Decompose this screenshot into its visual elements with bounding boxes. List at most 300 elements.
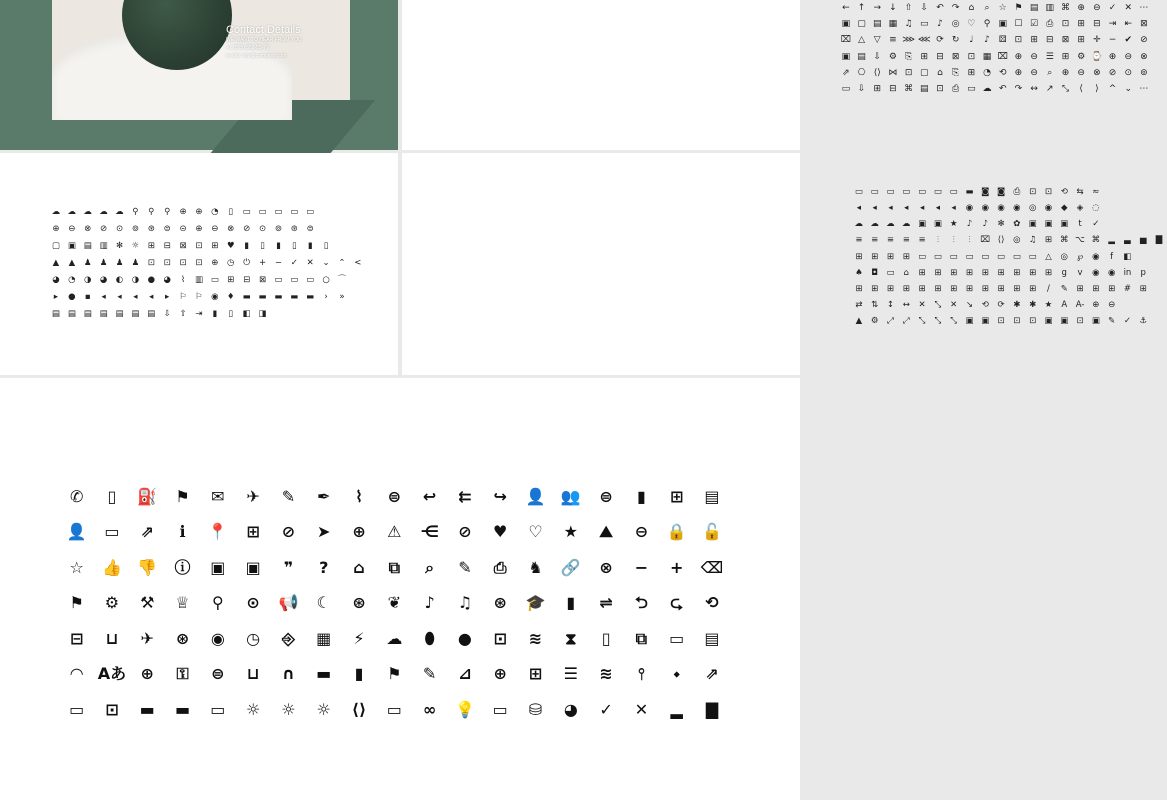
social-icon: ▭ bbox=[918, 186, 927, 197]
mixed-icon: ▯ bbox=[228, 309, 234, 320]
outline-icon: ⊖ bbox=[1077, 67, 1085, 78]
social-icon: ⌧ bbox=[980, 235, 991, 246]
social-icon: ⫶ bbox=[968, 235, 971, 246]
social-icon: ⟲ bbox=[981, 300, 989, 311]
social-icon: / bbox=[1047, 283, 1050, 294]
outline-icon: ↻ bbox=[951, 35, 960, 46]
outline-icon-grid bbox=[838, 0, 1152, 98]
outline-icon: ⎙ bbox=[952, 84, 960, 95]
mixed-icon: ◨ bbox=[258, 309, 267, 320]
mixed-icon: ▤ bbox=[115, 309, 124, 320]
social-icon: ⊡ bbox=[1029, 316, 1037, 327]
solid-icon: ⧉ bbox=[388, 557, 401, 577]
social-icon bbox=[1151, 249, 1167, 265]
social-icon: ◉ bbox=[1013, 203, 1021, 214]
social-icon: △ bbox=[1045, 251, 1052, 262]
solid-icon: ▣ bbox=[245, 557, 261, 577]
mixed-icon: ⚐ bbox=[195, 292, 203, 303]
solid-icon: ▬ bbox=[174, 699, 191, 719]
outline-icon: ☆ bbox=[998, 2, 1007, 13]
mixed-icon: ▭ bbox=[290, 207, 299, 218]
social-icon bbox=[1135, 184, 1151, 200]
outline-icon: ◎ bbox=[951, 18, 960, 29]
mixed-icon: ◔ bbox=[68, 275, 76, 286]
solid-icon: ⎆ bbox=[282, 628, 295, 648]
social-icon: ♫ bbox=[1028, 235, 1037, 246]
solid-icon: ▤ bbox=[704, 486, 720, 506]
solid-icon: ◠ bbox=[70, 664, 83, 684]
solid-icon: 🔒 bbox=[666, 522, 687, 542]
solid-icon: ⚿ bbox=[176, 664, 189, 684]
solid-icon: ♥ bbox=[493, 522, 508, 542]
social-icon bbox=[1151, 216, 1167, 232]
social-icon: ▣ bbox=[918, 219, 927, 230]
mixed-icon: ◑ bbox=[84, 275, 92, 286]
mixed-icon: ◂ bbox=[149, 292, 154, 303]
mixed-icon: ⊟ bbox=[163, 241, 171, 252]
outline-icon: ▤ bbox=[920, 84, 929, 95]
social-icon: ✓ bbox=[1123, 316, 1131, 327]
solid-icon: ⊜ bbox=[211, 664, 225, 684]
solid-icon: ▯ bbox=[601, 628, 611, 648]
social-icon: ◂ bbox=[919, 203, 925, 214]
social-icon: ⌘ bbox=[1091, 235, 1101, 246]
social-icon: ◉ bbox=[1092, 251, 1100, 262]
social-icon: ⊡ bbox=[1013, 316, 1021, 327]
outline-icon: ▣ bbox=[998, 18, 1007, 29]
mixed-icon: ⊕ bbox=[195, 207, 203, 218]
mixed-icon bbox=[334, 238, 350, 255]
solid-icon: ✈ bbox=[246, 486, 260, 506]
social-icon: ✎ bbox=[1108, 316, 1116, 327]
outline-icon: ⌘ bbox=[904, 84, 914, 95]
outline-icon: ⊟ bbox=[936, 51, 944, 62]
mixed-icon bbox=[334, 306, 350, 323]
solid-icon: ⚑ bbox=[175, 486, 190, 506]
solid-icon: ⊛ bbox=[352, 593, 366, 613]
mixed-icon: ☁ bbox=[115, 207, 124, 218]
mixed-icon: ⊕ bbox=[211, 258, 219, 269]
outline-icon: ↓ bbox=[889, 2, 897, 13]
social-icon: ≡ bbox=[886, 235, 895, 246]
solid-icon: ⊿ bbox=[458, 664, 472, 684]
outline-icon: ▤ bbox=[872, 18, 882, 29]
social-icon: ▣ bbox=[1028, 219, 1037, 230]
solid-icon: ⊗ bbox=[599, 557, 613, 577]
social-icons-slide-thumbnail[interactable] bbox=[402, 153, 1163, 375]
solid-icon: − bbox=[634, 557, 649, 577]
mixed-icon: ⌄ bbox=[322, 258, 330, 269]
outline-icon: ⊡ bbox=[1014, 35, 1023, 46]
mixed-icon: ▮ bbox=[244, 241, 249, 252]
solid-icon: ▭ bbox=[492, 699, 508, 719]
mixed-icon: ▬ bbox=[306, 292, 315, 303]
solid-icon: ◉ bbox=[210, 628, 225, 648]
solid-icon-grid bbox=[59, 479, 730, 728]
mixed-icon: ▥ bbox=[194, 275, 203, 286]
mixed-icon: ▭ bbox=[210, 275, 219, 286]
mixed-icon: ⚲ bbox=[132, 207, 139, 218]
social-icon: ⇆ bbox=[1076, 186, 1084, 197]
solid-icon: ☰ bbox=[563, 664, 578, 684]
solid-icon: ⇗ bbox=[705, 664, 719, 684]
social-icon bbox=[1151, 281, 1167, 297]
mixed-icon bbox=[350, 221, 366, 238]
mixed-icon: ⚲ bbox=[164, 207, 171, 218]
outline-icon: ⊞ bbox=[920, 51, 929, 62]
social-icon: ◧ bbox=[1123, 251, 1132, 262]
mixed-icon bbox=[318, 306, 334, 323]
mixed-icon bbox=[350, 272, 366, 289]
social-icon: ▅ bbox=[1139, 235, 1147, 246]
contact-slide-thumbnail[interactable] bbox=[0, 0, 398, 150]
social-icon: ⎙ bbox=[1013, 186, 1021, 197]
social-icon: ⊞ bbox=[886, 251, 895, 262]
mixed-icon: ⊚ bbox=[274, 224, 282, 235]
social-icon: ⊞ bbox=[918, 283, 926, 294]
outline-icon: ↷ bbox=[1014, 84, 1023, 95]
outline-icon: ≡ bbox=[889, 35, 897, 46]
outline-icon: ⊙ bbox=[1124, 67, 1132, 78]
solid-icon: ▣ bbox=[210, 557, 226, 577]
social-icon: ⊡ bbox=[1029, 186, 1037, 197]
mixed-icon: ⇥ bbox=[195, 309, 203, 320]
outline-icon: △ bbox=[858, 35, 865, 46]
mixed-icon: ▤ bbox=[83, 241, 92, 252]
solid-icon: Aあ bbox=[97, 664, 127, 684]
outline-icon: ↔ bbox=[1030, 84, 1038, 95]
social-icon: ▭ bbox=[981, 251, 990, 262]
mixed-icon: ⊛ bbox=[290, 224, 298, 235]
social-icon: ◈ bbox=[1076, 203, 1084, 214]
solid-icon: ⊖ bbox=[634, 522, 649, 542]
social-icon: ⊞ bbox=[965, 283, 974, 294]
social-icon: ✻ bbox=[997, 219, 1005, 230]
social-icon: ⊞ bbox=[886, 283, 895, 294]
mixed-icon: ● bbox=[147, 275, 155, 286]
outline-icon: ⊕ bbox=[1108, 51, 1117, 62]
social-icon: ⚓ bbox=[1139, 316, 1148, 327]
social-icon: ✱ bbox=[1029, 300, 1037, 311]
solid-icon: ➤ bbox=[317, 522, 331, 542]
mixed-icon: ▮ bbox=[212, 309, 218, 320]
outline-icon: ⋘ bbox=[917, 35, 931, 46]
solid-icon: ✓ bbox=[599, 699, 613, 719]
social-icon: ♪ bbox=[982, 219, 988, 230]
social-icon: ◙ bbox=[996, 186, 1006, 197]
solid-icon: ◷ bbox=[246, 628, 261, 648]
social-icon: ⊞ bbox=[1013, 283, 1021, 294]
social-icon: A- bbox=[1075, 300, 1085, 311]
solid-icon: ⊟ bbox=[69, 628, 84, 648]
solid-icon: ⊔ bbox=[246, 664, 260, 684]
solid-icon: ▂ bbox=[670, 699, 683, 719]
outline-icon: ⌕ bbox=[984, 2, 990, 13]
solid-icon: ⧉ bbox=[635, 628, 648, 648]
mixed-icon: ⊜ bbox=[306, 224, 314, 235]
solid-icon: ≋ bbox=[528, 628, 543, 648]
social-icon: ▣ bbox=[1060, 219, 1069, 230]
solid-icon: ⌫ bbox=[700, 557, 724, 577]
mixed-icon: ⊜ bbox=[163, 224, 171, 235]
social-icon: ⤡ bbox=[934, 300, 942, 311]
solid-icon: ⇇ bbox=[458, 486, 472, 506]
solid-icon: ☼ bbox=[245, 699, 261, 719]
social-icon: ☁ bbox=[886, 219, 895, 230]
outline-icon: ⎔ bbox=[857, 67, 866, 78]
solid-icon: ★ bbox=[563, 522, 578, 542]
social-icon: ⟳ bbox=[997, 300, 1005, 311]
social-icon: ▭ bbox=[997, 251, 1006, 262]
social-icon: in bbox=[1123, 267, 1132, 278]
social-icon: ◎ bbox=[1028, 203, 1037, 214]
social-icon: ▣ bbox=[965, 316, 974, 327]
solid-icon: ⊡ bbox=[105, 699, 119, 719]
mixed-icon: ♦ bbox=[226, 292, 235, 303]
social-icon: ◎ bbox=[1060, 251, 1068, 262]
social-icon: ◉ bbox=[1092, 267, 1100, 278]
mixed-icon: ⊘ bbox=[100, 224, 108, 235]
social-icon: ▣ bbox=[1044, 219, 1053, 230]
outline-icon: ✛ bbox=[1093, 35, 1101, 46]
outline-icon: ⚙ bbox=[888, 51, 897, 62]
outline-icon: ⊡ bbox=[1061, 18, 1070, 29]
social-icon: ◌ bbox=[1092, 203, 1100, 214]
outline-icon: ⊡ bbox=[936, 84, 944, 95]
mixed-icon: ▢ bbox=[51, 241, 60, 252]
solid-icon: ⟲ bbox=[705, 593, 719, 613]
mixed-icon: ⊕ bbox=[195, 224, 203, 235]
social-icon: ▲ bbox=[855, 316, 863, 327]
social-icon: ⊞ bbox=[1044, 235, 1053, 246]
solid-icon: ▮ bbox=[354, 664, 364, 684]
mixed-icon: ⊝ bbox=[179, 224, 187, 235]
social-icon: ★ bbox=[949, 219, 958, 230]
solid-icon: ⇌ bbox=[599, 593, 613, 613]
social-icon: ▬ bbox=[965, 186, 974, 197]
social-icon: ⚙ bbox=[870, 316, 879, 327]
mixed-icon: ⊟ bbox=[243, 275, 251, 286]
mixed-icon: ▤ bbox=[147, 309, 156, 320]
solid-icon: ⌂ bbox=[353, 557, 365, 577]
outline-icon: ⟨⟩ bbox=[873, 67, 881, 78]
social-icon: ◉ bbox=[981, 203, 989, 214]
social-icon: t bbox=[1078, 219, 1082, 230]
mixed-icon: ▭ bbox=[306, 207, 315, 218]
social-icon: ♪ bbox=[966, 219, 973, 230]
outline-icon: ⊗ bbox=[1093, 67, 1101, 78]
outline-icon: ⇧ bbox=[904, 2, 913, 13]
social-icon: ⤢ bbox=[887, 316, 894, 327]
solid-icon: ✈ bbox=[140, 628, 154, 648]
social-icon: A bbox=[1061, 300, 1068, 311]
solid-icon: ⛽ bbox=[137, 486, 158, 506]
social-icon bbox=[1120, 200, 1136, 216]
social-icon: ▣ bbox=[981, 316, 990, 327]
solid-icon: ⛰ bbox=[599, 522, 613, 542]
solid-icon: 📍 bbox=[207, 522, 228, 542]
solid-icon: ⇗ bbox=[140, 522, 154, 542]
social-icon: ◂ bbox=[904, 203, 909, 214]
contact-subtitle: WE WANT TO HEAR FROM YOU bbox=[226, 37, 302, 43]
solid-icon: ⮎ bbox=[670, 593, 684, 613]
outline-icon: ⊟ bbox=[1046, 35, 1054, 46]
solid-icon: ♡ bbox=[528, 522, 543, 542]
mixed-icon: ⚲ bbox=[148, 207, 155, 218]
social-icon: ▭ bbox=[918, 251, 927, 262]
outline-icon: ☑ bbox=[1030, 18, 1039, 29]
outline-icon: ▭ bbox=[841, 84, 851, 95]
social-icon: ⊡ bbox=[1076, 316, 1084, 327]
solid-icon: ✕ bbox=[634, 699, 649, 719]
mixed-icon: ▪ bbox=[84, 292, 91, 303]
solid-icon: ▦ bbox=[316, 628, 332, 648]
outline-icon: ⟩ bbox=[1095, 84, 1099, 95]
outline-icon: ⊕ bbox=[1014, 67, 1023, 78]
mixed-icon: ✕ bbox=[306, 258, 314, 269]
social-icon: ⤢ bbox=[902, 316, 910, 327]
outline-icon: ◔ bbox=[983, 67, 991, 78]
social-icon: ⊞ bbox=[902, 283, 910, 294]
contact-phone: +1 (555) 888-55-77 bbox=[226, 45, 269, 51]
solid-icon: ✉ bbox=[211, 486, 225, 506]
solid-icon: ☆ bbox=[69, 557, 84, 577]
mixed-icon: ▮ bbox=[276, 241, 281, 252]
contact-email: e-mail: info@company.com bbox=[226, 53, 287, 59]
solid-icon: 📢 bbox=[278, 593, 299, 613]
outline-icon: ⇤ bbox=[1124, 18, 1132, 29]
social-icon bbox=[1135, 216, 1151, 232]
social-icon: ◉ bbox=[997, 203, 1005, 214]
mixed-icon: ▭ bbox=[242, 207, 251, 218]
outline-icon: ⇩ bbox=[857, 84, 866, 95]
social-icon: ☁ bbox=[870, 219, 879, 230]
outline-icon: ⊖ bbox=[1030, 67, 1038, 78]
social-icon: ✎ bbox=[1060, 283, 1068, 294]
solid-icon: ♞ bbox=[528, 557, 543, 577]
outline-icon: ⚲ bbox=[983, 18, 991, 29]
mixed-icon bbox=[318, 221, 334, 238]
contact-text-block bbox=[226, 24, 346, 60]
outline-icon: ▦ bbox=[888, 18, 898, 29]
mixed-icon: ▣ bbox=[67, 241, 76, 252]
solid-icon: ? bbox=[319, 557, 329, 577]
mixed-icon bbox=[318, 204, 334, 221]
solid-icon: ∞ bbox=[422, 699, 437, 719]
social-icon: ⇅ bbox=[871, 300, 879, 311]
outline-icon: ⊞ bbox=[1061, 51, 1070, 62]
mixed-icon: < bbox=[354, 258, 362, 269]
mixed-icon: ✓ bbox=[290, 258, 298, 269]
social-icon: ⊞ bbox=[997, 267, 1005, 278]
solid-icon: ⊔ bbox=[105, 628, 119, 648]
solid-icon: ⊕ bbox=[493, 664, 507, 684]
outline-icon: ⋯ bbox=[1139, 2, 1149, 13]
outline-icon: − bbox=[1108, 35, 1117, 46]
mixed-icon: ▥ bbox=[99, 241, 108, 252]
mixed-icon: ☁ bbox=[67, 207, 77, 218]
outline-icon: ⊟ bbox=[1093, 18, 1101, 29]
mixed-icon-grid bbox=[48, 204, 366, 323]
social-icon: ⤡ bbox=[950, 316, 958, 327]
solid-icon: ↩ bbox=[422, 486, 437, 506]
social-icon: ▭ bbox=[1028, 251, 1037, 262]
social-icon: ⇄ bbox=[855, 300, 863, 311]
outline-icon: ⊘ bbox=[1108, 67, 1117, 78]
solid-icons-slide-preview[interactable] bbox=[0, 378, 800, 800]
outline-icon: ⊖ bbox=[1124, 51, 1132, 62]
outline-icon: ⚑ bbox=[1014, 2, 1023, 13]
outline-icon: ♪ bbox=[937, 18, 943, 29]
outline-icon: ⊘ bbox=[1140, 35, 1148, 46]
mixed-icon: ♟ bbox=[131, 258, 140, 269]
solid-icon: ⓘ bbox=[174, 557, 191, 577]
outline-icon: ⋙ bbox=[902, 35, 915, 46]
social-icon: ⊞ bbox=[855, 251, 863, 262]
social-icon: ☁ bbox=[902, 219, 911, 230]
social-icon: ▭ bbox=[886, 267, 895, 278]
mixed-icon: › bbox=[324, 292, 328, 303]
social-icon: f bbox=[1110, 251, 1114, 262]
social-icon bbox=[1151, 184, 1167, 200]
social-icon: ≈ bbox=[1092, 186, 1100, 197]
social-icon: ▭ bbox=[933, 251, 942, 262]
mixed-icon: ⊘ bbox=[243, 224, 251, 235]
mixed-icon: ✻ bbox=[115, 241, 124, 252]
outline-icons-slide-thumbnail[interactable] bbox=[402, 0, 1149, 150]
outline-icon: ⊖ bbox=[1030, 51, 1038, 62]
solid-icon: ⊕ bbox=[140, 664, 154, 684]
mixed-icon: ⊠ bbox=[258, 275, 267, 286]
social-icon: ◂ bbox=[951, 203, 956, 214]
mixed-icon: ◔ bbox=[211, 207, 219, 218]
outline-icon: ⊠ bbox=[1140, 18, 1148, 29]
mixed-icon: ⊡ bbox=[195, 258, 203, 269]
social-icon: ↔ bbox=[902, 300, 910, 311]
mixed-icon: » bbox=[339, 292, 345, 303]
solid-icon: ⫯ bbox=[637, 664, 645, 684]
outline-icon: ▣ bbox=[841, 18, 851, 29]
mixed-icon: ▮ bbox=[307, 241, 313, 252]
mixed-icon: ⊡ bbox=[179, 258, 187, 269]
mixed-icons-slide-thumbnail[interactable] bbox=[0, 153, 398, 375]
outline-icon: ⊚ bbox=[1140, 67, 1148, 78]
outline-icon: ⤡ bbox=[1061, 84, 1070, 95]
social-icon: ⊞ bbox=[965, 267, 974, 278]
solid-icon: 👤 bbox=[525, 486, 546, 506]
social-icon: ⊞ bbox=[981, 267, 989, 278]
social-icon bbox=[1151, 297, 1167, 313]
solid-icon: ⚲ bbox=[211, 593, 224, 613]
mixed-icon: ⊚ bbox=[131, 224, 139, 235]
mixed-icon: ⊙ bbox=[115, 224, 124, 235]
solid-icon: ❦ bbox=[387, 593, 402, 613]
mixed-icon: ☁ bbox=[83, 207, 92, 218]
social-icon: ⊞ bbox=[902, 251, 910, 262]
social-icon: ▭ bbox=[1012, 251, 1021, 262]
outline-icon: ☰ bbox=[1045, 51, 1054, 62]
mixed-icon: ⊙ bbox=[258, 224, 267, 235]
mixed-icon: ◑ bbox=[131, 275, 140, 286]
social-icon bbox=[1104, 184, 1120, 200]
social-icon: ⊞ bbox=[981, 283, 989, 294]
mixed-icon: + bbox=[258, 258, 267, 269]
solid-icon: ✎ bbox=[458, 557, 472, 577]
solid-icon: ☼ bbox=[281, 699, 296, 719]
solid-icon: 🎓 bbox=[525, 593, 546, 613]
social-icon: ▇ bbox=[1155, 235, 1163, 246]
solid-icon: ⊞ bbox=[246, 522, 260, 542]
